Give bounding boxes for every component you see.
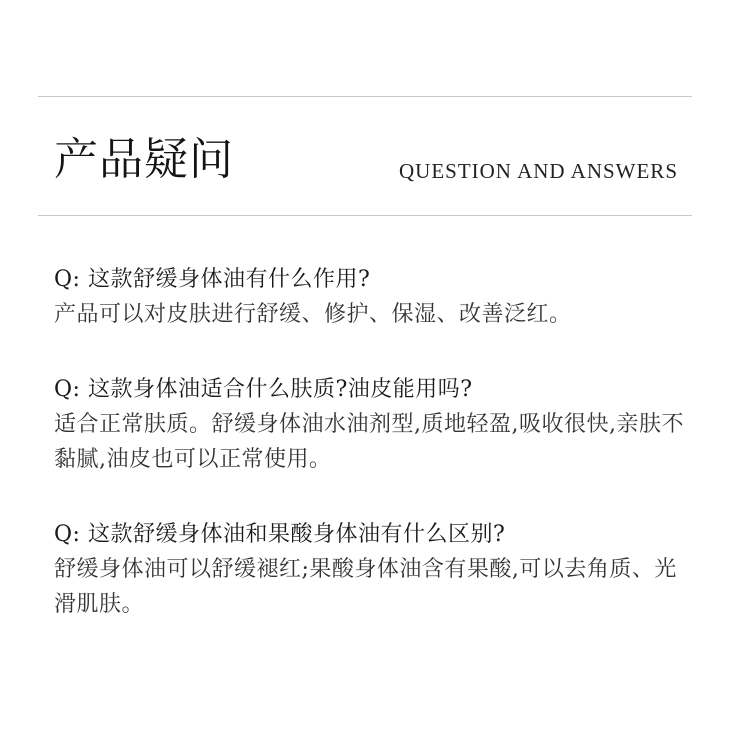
faq-item — [54, 262, 684, 332]
faq-question: Q: 这款舒缓身体油和果酸身体油有什么区别? — [54, 522, 506, 547]
top-divider — [38, 96, 692, 97]
faq-question: Q: 这款舒缓身体油有什么作用? — [54, 267, 371, 292]
faq-answer: 舒缓身体油可以舒缓褪红;果酸身体油含有果酸,可以去角质、光滑肌肤。 — [54, 557, 677, 617]
faq-answer: 适合正常肤质。舒缓身体油水油剂型,质地轻盈,吸收很快,亲肤不黏腻,油皮也可以正常使用。 — [54, 412, 684, 472]
faq-answer: 产品可以对皮肤进行舒缓、修护、保湿、改善泛红。 — [54, 302, 572, 327]
faq-item — [54, 372, 684, 477]
page-subtitle: QUESTION AND ANSWERS — [398, 159, 678, 183]
faq-list — [54, 262, 684, 622]
header-divider — [38, 215, 692, 216]
page-title: 产品疑问 — [54, 134, 234, 185]
faq-question: Q: 这款身体油适合什么肤质?油皮能用吗? — [54, 377, 473, 402]
faq-item — [54, 517, 684, 622]
